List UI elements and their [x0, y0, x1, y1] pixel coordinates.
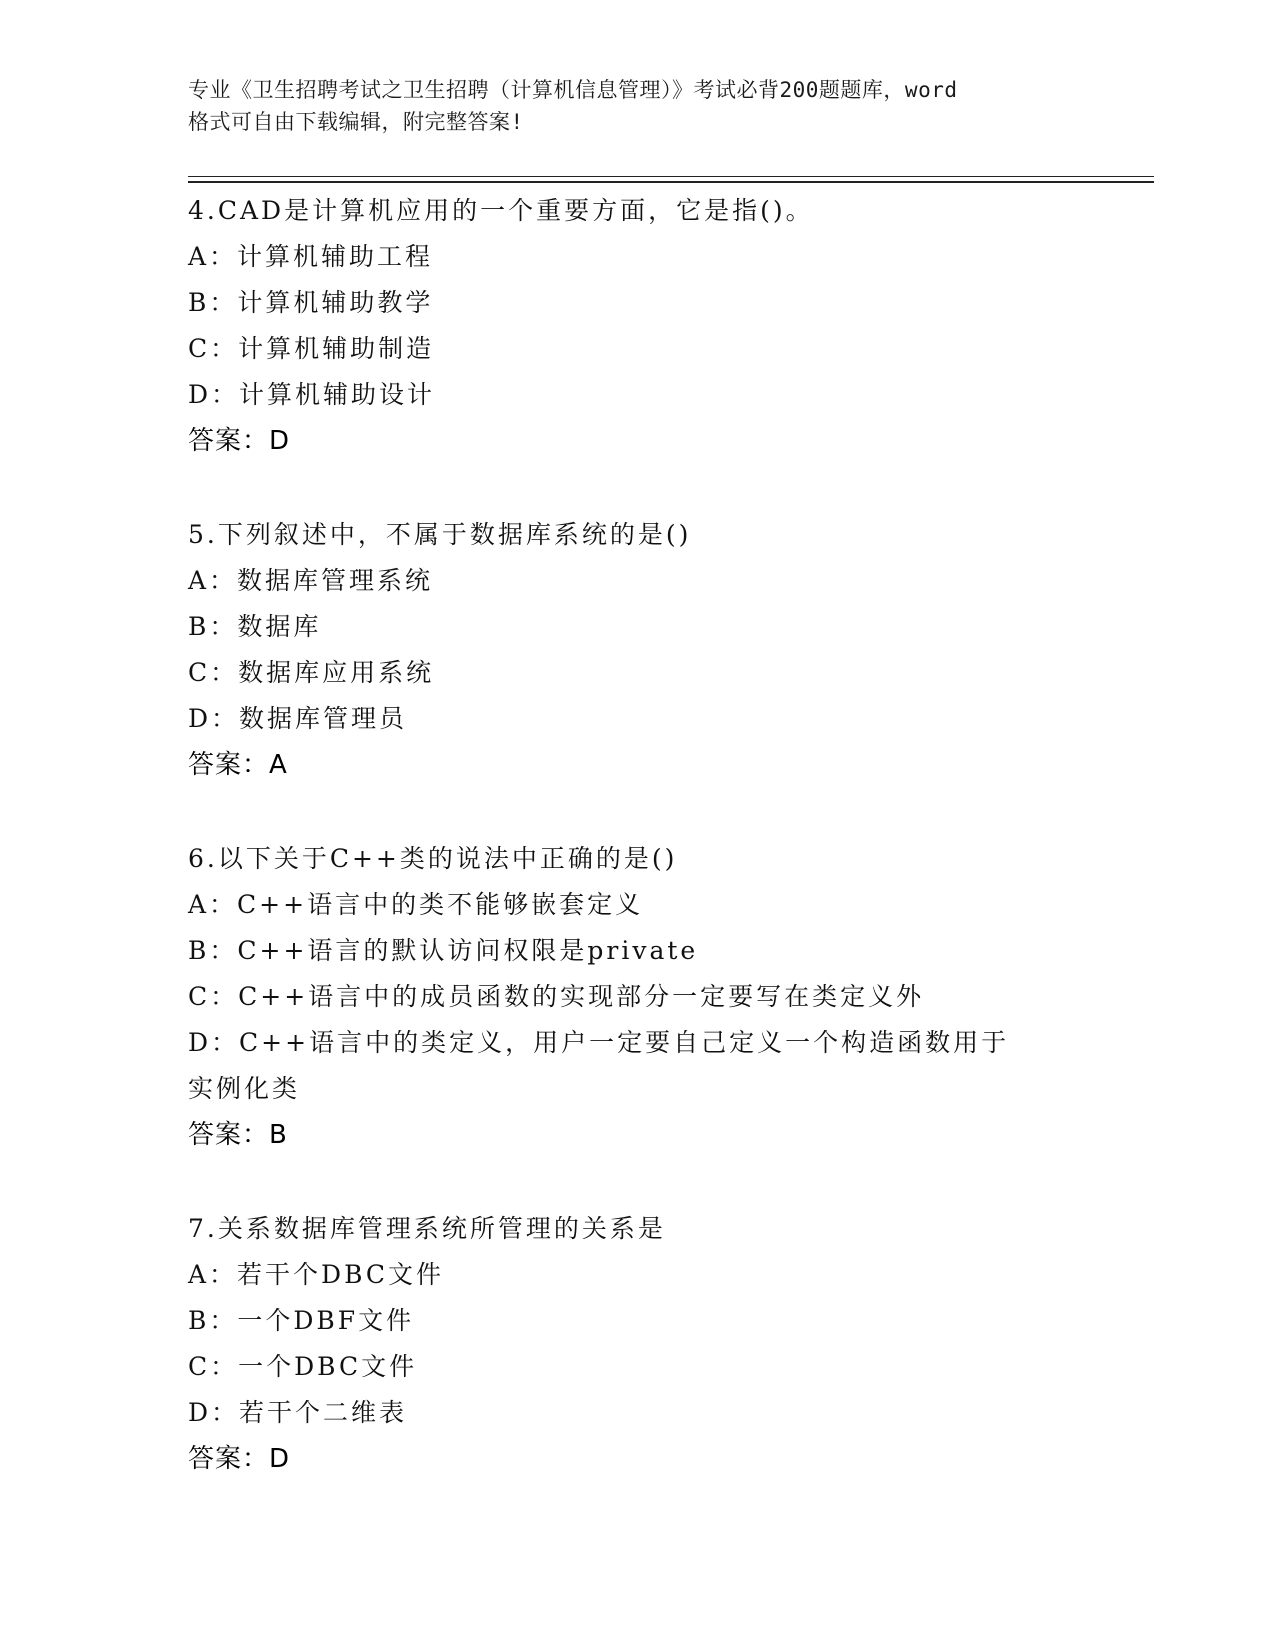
answer-line: 答案：A — [188, 750, 288, 780]
option-b: B：一个DBF文件 — [188, 1306, 415, 1335]
option-c: C：数据库应用系统 — [188, 658, 435, 687]
question-stem: 6.以下关于C++类的说法中正确的是() — [188, 844, 678, 873]
option-b: B：计算机辅助教学 — [188, 288, 434, 317]
option-b: B：数据库 — [188, 612, 322, 641]
header-divider-thin — [188, 176, 1154, 177]
answer-line: 答案：D — [188, 1444, 291, 1474]
question-list — [188, 188, 1088, 1530]
option-d: D：计算机辅助设计 — [188, 380, 436, 409]
header-line-2: 格式可自由下载编辑，附完整答案! — [188, 110, 524, 134]
option-a: A：计算机辅助工程 — [188, 242, 434, 271]
question-item — [188, 512, 1088, 788]
option-a: A：数据库管理系统 — [188, 566, 434, 595]
option-d: D：C++语言中的类定义，用户一定要自己定义一个构造函数用于实例化类 — [188, 1028, 1010, 1103]
option-c: C：计算机辅助制造 — [188, 334, 435, 363]
document-header — [188, 74, 1088, 138]
question-stem: 5.下列叙述中，不属于数据库系统的是() — [188, 520, 692, 549]
question-stem: 7.关系数据库管理系统所管理的关系是 — [188, 1214, 666, 1243]
answer-line: 答案：B — [188, 1120, 288, 1150]
option-c: C：一个DBC文件 — [188, 1352, 418, 1381]
option-d: D：若干个二维表 — [188, 1398, 408, 1427]
question-item — [188, 836, 1088, 1158]
option-b: B：C++语言的默认访问权限是private — [188, 936, 699, 965]
question-item — [188, 188, 1088, 464]
question-item — [188, 1206, 1088, 1482]
answer-line: 答案：D — [188, 426, 291, 456]
question-stem: 4.CAD是计算机应用的一个重要方面，它是指()。 — [188, 196, 814, 225]
option-a: A：若干个DBC文件 — [188, 1260, 445, 1289]
option-a: A：C++语言中的类不能够嵌套定义 — [188, 890, 644, 919]
header-line-1: 专业《卫生招聘考试之卫生招聘（计算机信息管理）》考试必背200题题库，word — [188, 78, 958, 102]
option-d: D：数据库管理员 — [188, 704, 408, 733]
header-divider-thick — [188, 181, 1154, 183]
option-c: C：C++语言中的成员函数的实现部分一定要写在类定义外 — [188, 982, 925, 1011]
